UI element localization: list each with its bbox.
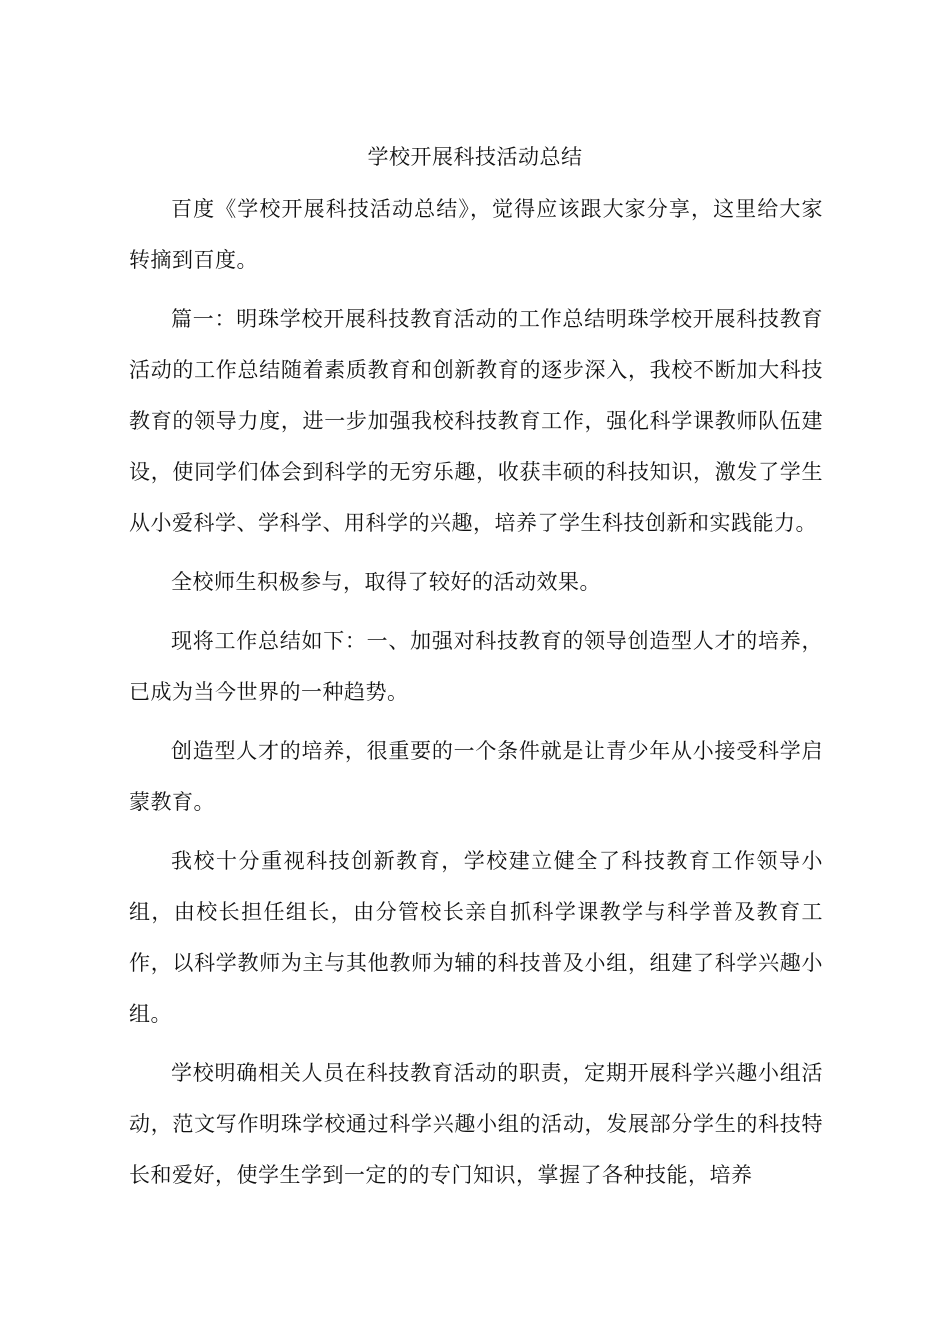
paragraph-participation: 全校师生积极参与，取得了较好的活动效果。 xyxy=(171,570,601,594)
paragraph-interest-groups: 学校明确相关人员在科技教育活动的职责，定期开展科学兴趣小组活动，范文写作明珠学校通过科学兴趣小组的活动，发展部分学生的科技特长和爱好，使学生学到一定的的专门知识，掌握了各种技能，培养 xyxy=(129,1061,823,1187)
paragraph-talent-cultivation: 创造型人才的培养，很重要的一个条件就是让青少年从小接受科学启蒙教育。 xyxy=(129,739,823,814)
document-body xyxy=(129,184,823,1209)
paragraph-part-one: 篇一：明珠学校开展科技教育活动的工作总结明珠学校开展科技教育活动的工作总结随着素质教育和创新教育的逐步深入，我校不断加大科技教育的领导力度，进一步加强我校科技教育工作，强化科学课教师队伍建设，使同学们体会到科学的无穷乐趣，收获丰硕的科技知识，激发了学生从小爱科学、学科学、用科学的兴趣，培养了学生科技创新和实践能力。 xyxy=(129,307,823,535)
document-title: 学校开展科技活动总结 xyxy=(367,145,583,169)
paragraph-leadership-group: 我校十分重视科技创新教育，学校建立健全了科技教育工作领导小组，由校长担任组长，由分管校长亲自抓科学课教学与科学普及教育工作，以科学教师为主与其他教师为辅的科技普及小组，组建了科学兴趣小组。 xyxy=(129,849,823,1026)
paragraph-summary-intro: 现将工作总结如下：一、加强对科技教育的领导创造型人才的培养，已成为当今世界的一种趋势。 xyxy=(129,629,823,704)
paragraph-intro: 百度《学校开展科技活动总结》，觉得应该跟大家分享，这里给大家转摘到百度。 xyxy=(129,197,823,272)
